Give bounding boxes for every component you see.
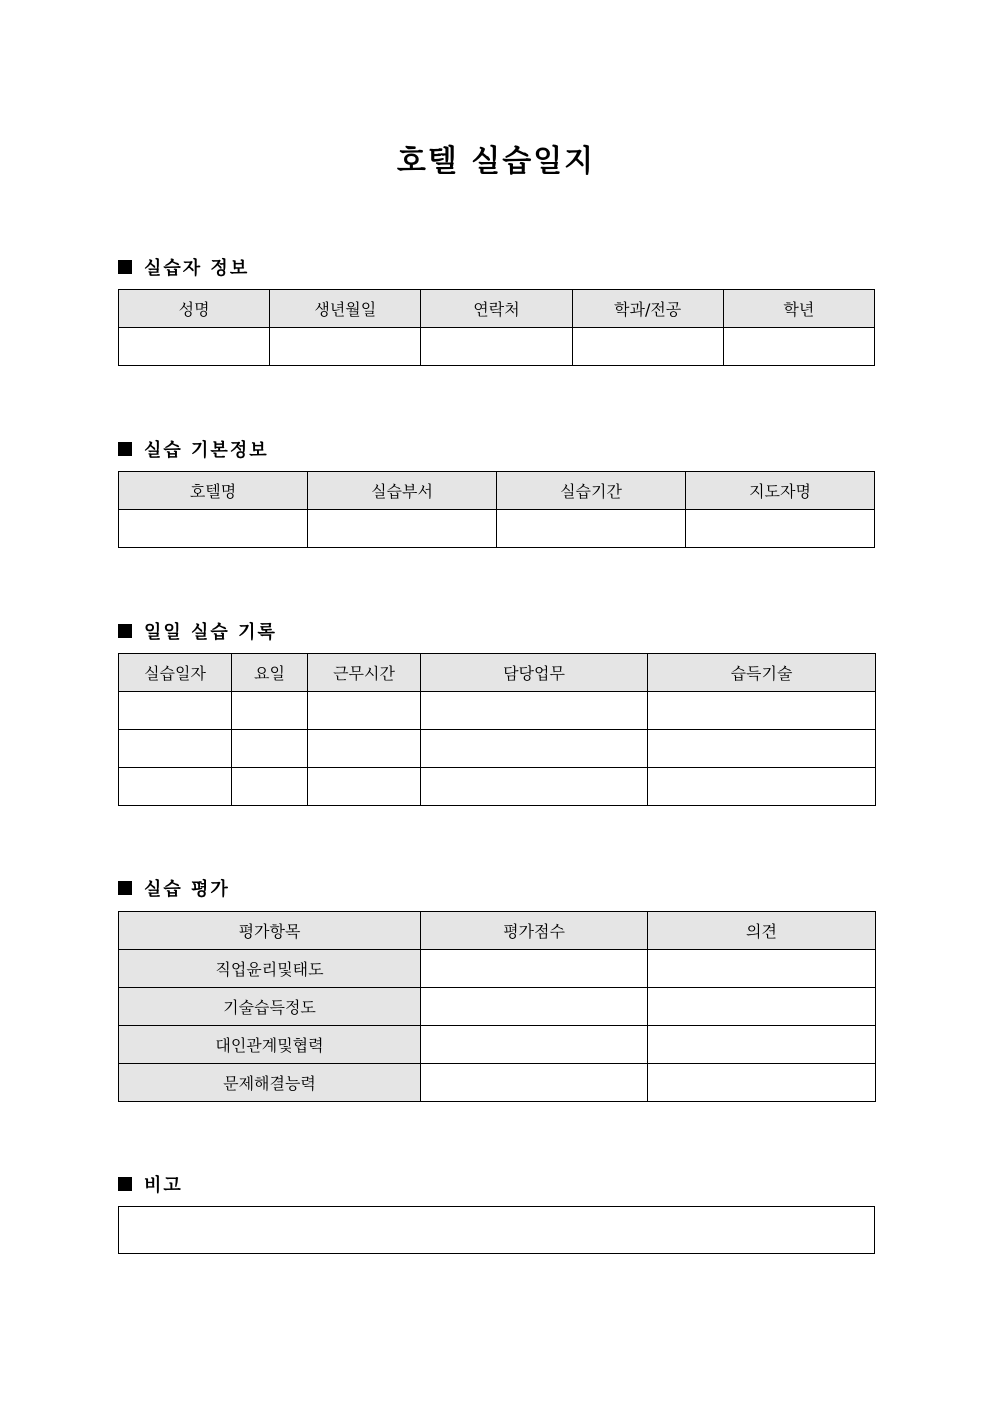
day-input-cell[interactable] (232, 768, 308, 806)
hours-input-cell[interactable] (308, 692, 421, 730)
comment-input-cell[interactable] (648, 950, 876, 988)
section-heading-evaluation (118, 875, 230, 901)
duty-input-cell[interactable] (421, 730, 648, 768)
hours-input-cell[interactable] (308, 730, 421, 768)
square-bullet-icon (118, 1177, 132, 1191)
section-heading-daily (118, 618, 277, 644)
section-heading-basic (118, 436, 269, 462)
header-cell: 실습기간 (497, 472, 686, 510)
date-input-cell[interactable] (119, 730, 232, 768)
table-row (119, 328, 875, 366)
square-bullet-icon (118, 881, 132, 895)
period-input-cell[interactable] (497, 510, 686, 548)
section-heading-trainee (118, 254, 249, 280)
supervisor-input-cell[interactable] (686, 510, 875, 548)
duty-input-cell[interactable] (421, 692, 648, 730)
section-heading-text: 일일 실습 기록 (144, 622, 277, 643)
evaluation-item-label: 문제해결능력 (119, 1064, 421, 1102)
header-cell: 담당업무 (421, 654, 648, 692)
header-cell: 실습일자 (119, 654, 232, 692)
square-bullet-icon (118, 260, 132, 274)
header-cell: 호텔명 (119, 472, 308, 510)
table-row (119, 950, 876, 988)
name-input-cell[interactable] (119, 328, 270, 366)
skill-input-cell[interactable] (648, 692, 876, 730)
header-cell: 학년 (723, 290, 874, 328)
skill-input-cell[interactable] (648, 730, 876, 768)
remarks-box[interactable] (118, 1206, 875, 1254)
date-input-cell[interactable] (119, 692, 232, 730)
section-heading-text: 실습자 정보 (144, 258, 250, 279)
header-cell: 학과/전공 (572, 290, 723, 328)
evaluation-item-label: 기술습득정도 (119, 988, 421, 1026)
hotel-name-input-cell[interactable] (119, 510, 308, 548)
evaluation-item-label: 직업윤리및태도 (119, 950, 421, 988)
table-row (119, 730, 876, 768)
major-input-cell[interactable] (572, 328, 723, 366)
date-input-cell[interactable] (119, 768, 232, 806)
section-heading-text: 실습 기본정보 (144, 440, 269, 461)
header-cell: 실습부서 (308, 472, 497, 510)
header-cell: 성명 (119, 290, 270, 328)
score-input-cell[interactable] (421, 950, 648, 988)
contact-input-cell[interactable] (421, 328, 572, 366)
header-cell: 연락처 (421, 290, 572, 328)
square-bullet-icon (118, 624, 132, 638)
table-row (119, 692, 876, 730)
trainee-info-table (118, 289, 875, 366)
header-cell: 습득기술 (648, 654, 876, 692)
section-heading-text: 비고 (144, 1175, 183, 1196)
basic-info-table (118, 471, 875, 548)
department-input-cell[interactable] (308, 510, 497, 548)
header-cell: 근무시간 (308, 654, 421, 692)
skill-input-cell[interactable] (648, 768, 876, 806)
table-row (119, 988, 876, 1026)
score-input-cell[interactable] (421, 988, 648, 1026)
header-cell: 요일 (232, 654, 308, 692)
daily-record-table (118, 653, 876, 806)
header-cell: 평가점수 (421, 912, 648, 950)
table-row (119, 510, 875, 548)
birthdate-input-cell[interactable] (270, 328, 421, 366)
table-row (119, 768, 876, 806)
day-input-cell[interactable] (232, 692, 308, 730)
evaluation-item-label: 대인관계및협력 (119, 1026, 421, 1064)
duty-input-cell[interactable] (421, 768, 648, 806)
header-cell: 생년월일 (270, 290, 421, 328)
score-input-cell[interactable] (421, 1026, 648, 1064)
section-heading-text: 실습 평가 (144, 879, 230, 900)
square-bullet-icon (118, 442, 132, 456)
header-cell: 지도자명 (686, 472, 875, 510)
header-cell: 평가항목 (119, 912, 421, 950)
score-input-cell[interactable] (421, 1064, 648, 1102)
comment-input-cell[interactable] (648, 1064, 876, 1102)
evaluation-table (118, 911, 876, 1102)
table-row (119, 1064, 876, 1102)
comment-input-cell[interactable] (648, 1026, 876, 1064)
document-title: 호텔 실습일지 (396, 144, 596, 179)
day-input-cell[interactable] (232, 730, 308, 768)
table-row (119, 1026, 876, 1064)
comment-input-cell[interactable] (648, 988, 876, 1026)
grade-input-cell[interactable] (723, 328, 874, 366)
header-cell: 의견 (648, 912, 876, 950)
hours-input-cell[interactable] (308, 768, 421, 806)
section-heading-remarks (118, 1171, 183, 1197)
